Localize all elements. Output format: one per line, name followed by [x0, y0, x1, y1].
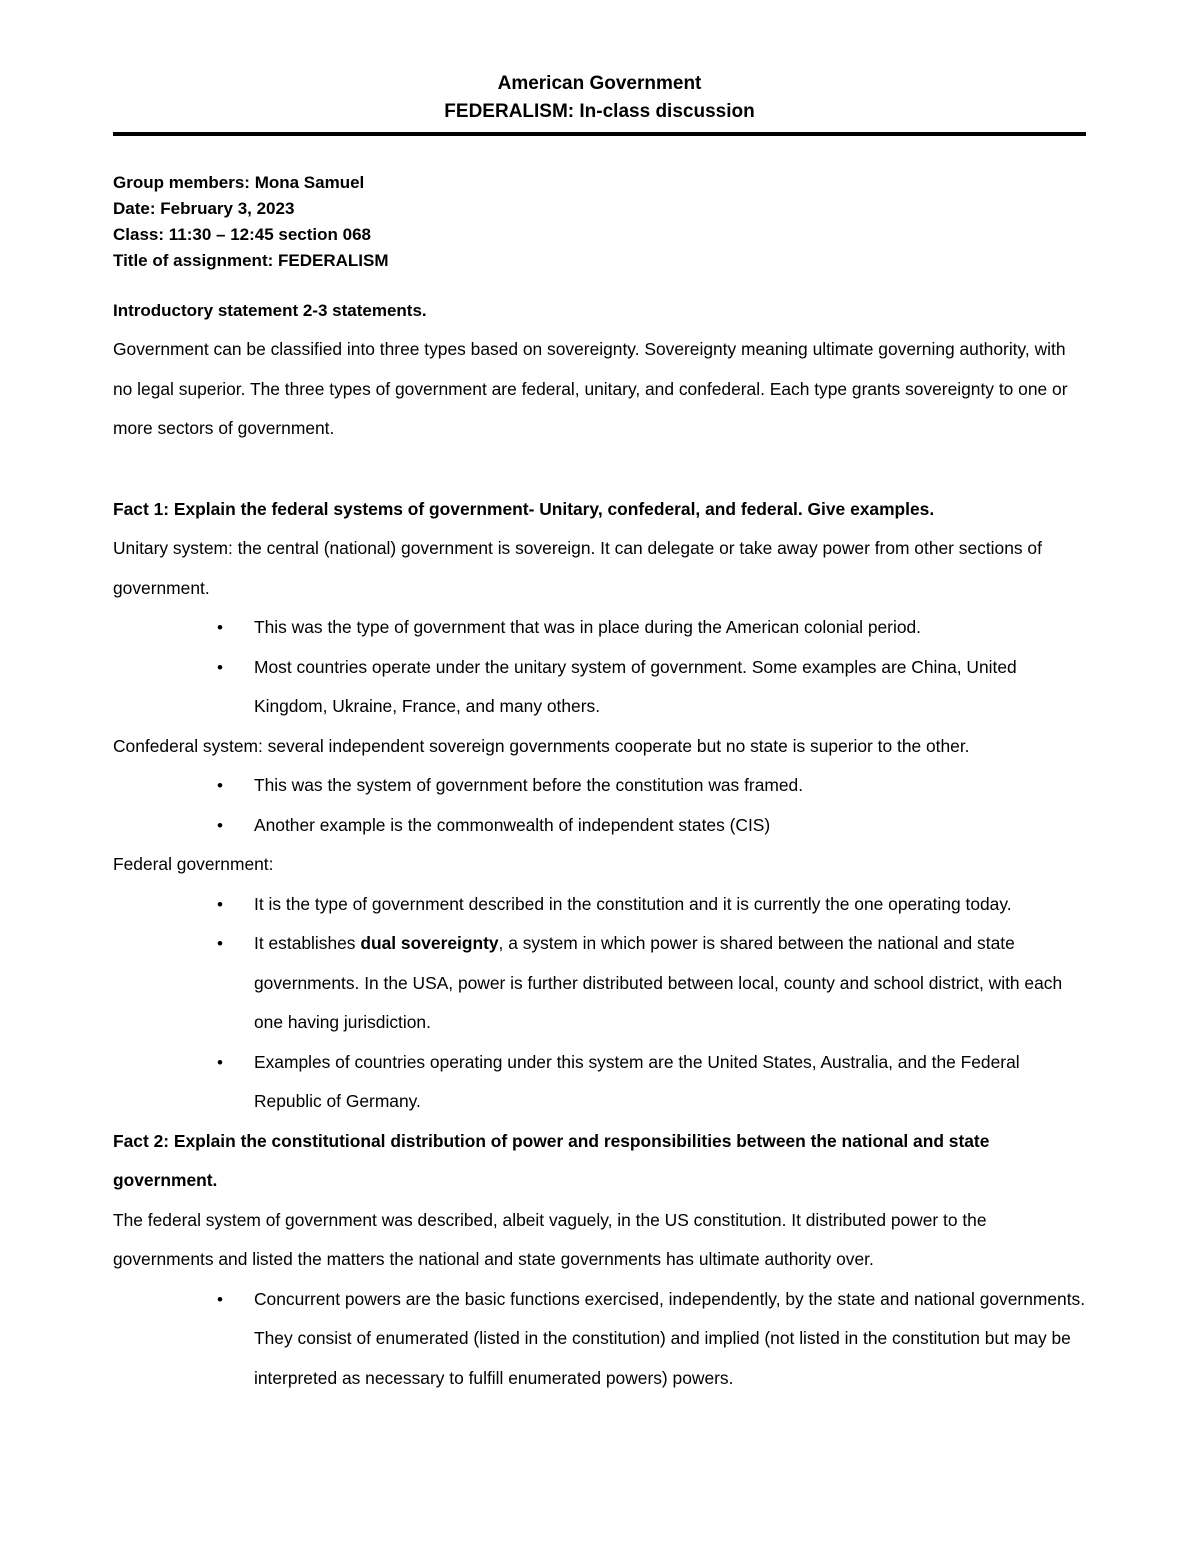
intro-paragraph: Government can be classified into three types based on sovereignty. Sovereignty meaning ultimate governing authority, with no legal superior. The three types of government are federal, unitary, and confederal. Each type grants sovereignty to one or more sectors of government.: [113, 339, 1068, 438]
list-item: • Concurrent powers are the basic functions exercised, independently, by the state and national governments. They consist of enumerated (listed in the constitution) and implied (not listed in the constitution but may be interpreted as necessary to fulfill enumerated powers) powers.: [217, 1280, 1086, 1399]
fact2-bullet-list: [113, 1280, 1086, 1399]
unitary-paragraph: Unitary system: the central (national) government is sovereign. It can delegate or take away power from other sections of government.: [113, 538, 1042, 598]
class-line: Class: 11:30 – 12:45 section 068: [113, 225, 371, 244]
document-page: [113, 70, 1086, 1398]
list-item: • Another example is the commonwealth of independent states (CIS): [217, 806, 1086, 846]
group-members: Group members: Mona Samuel: [113, 173, 365, 192]
bullet-icon: •: [217, 657, 223, 677]
list-item: • Most countries operate under the unitary system of government. Some examples are China, United Kingdom, Ukraine, France, and many others.: [217, 648, 1086, 727]
list-item: • Examples of countries operating under this system are the United States, Australia, and the Federal Republic of Germany.: [217, 1043, 1086, 1122]
bullet-icon: •: [217, 1289, 223, 1309]
bullet-icon: •: [217, 934, 223, 953]
bullet-icon: •: [217, 1052, 223, 1072]
bullet-icon: •: [217, 618, 223, 637]
assignment-title: Title of assignment: FEDERALISM: [113, 251, 389, 270]
date-line: Date: February 3, 2023: [113, 199, 295, 218]
course-title: American Government: [497, 73, 702, 94]
fact2-paragraph: The federal system of government was described, albeit vaguely, in the US constitution. It distributed power to the governments and listed the matters the national and state governments has ultimate authority over.: [113, 1209, 987, 1269]
bullet-icon: •: [217, 815, 223, 835]
list-item: • It is the type of government described in the constitution and it is currently the one operating today.: [217, 885, 1086, 925]
header-divider: [113, 132, 1086, 136]
list-item: • It establishes dual sovereignty, a system in which power is shared between the national and state governments. In the USA, power is further distributed between local, county and school district, with each one having jurisdiction.: [217, 924, 1086, 1043]
confederal-bullet-list: [113, 766, 1086, 845]
bullet-icon: •: [217, 894, 223, 914]
federal-bullet-list: [113, 885, 1086, 1122]
dual-sovereignty-term: dual sovereignty: [360, 933, 499, 953]
assignment-meta: [113, 170, 1086, 274]
bullet-icon: •: [217, 776, 223, 795]
list-item: • This was the type of government that was in place during the American colonial period.: [217, 608, 1086, 648]
confederal-paragraph: Confederal system: several independent sovereign governments cooperate but no state is superior to the other.: [113, 735, 970, 756]
fact1-heading: Fact 1: Explain the federal systems of government- Unitary, confederal, and federal. Give examples.: [113, 498, 935, 519]
unitary-bullet-list: [113, 608, 1086, 727]
intro-heading: Introductory statement 2-3 statements.: [113, 301, 427, 320]
document-subtitle: FEDERALISM: In-class discussion: [444, 101, 755, 122]
fact2-heading: Fact 2: Explain the constitutional distribution of power and responsibilities between the national and state government.: [113, 1130, 990, 1190]
federal-paragraph: Federal government:: [113, 854, 274, 874]
list-item: • This was the system of government before the constitution was framed.: [217, 766, 1086, 806]
